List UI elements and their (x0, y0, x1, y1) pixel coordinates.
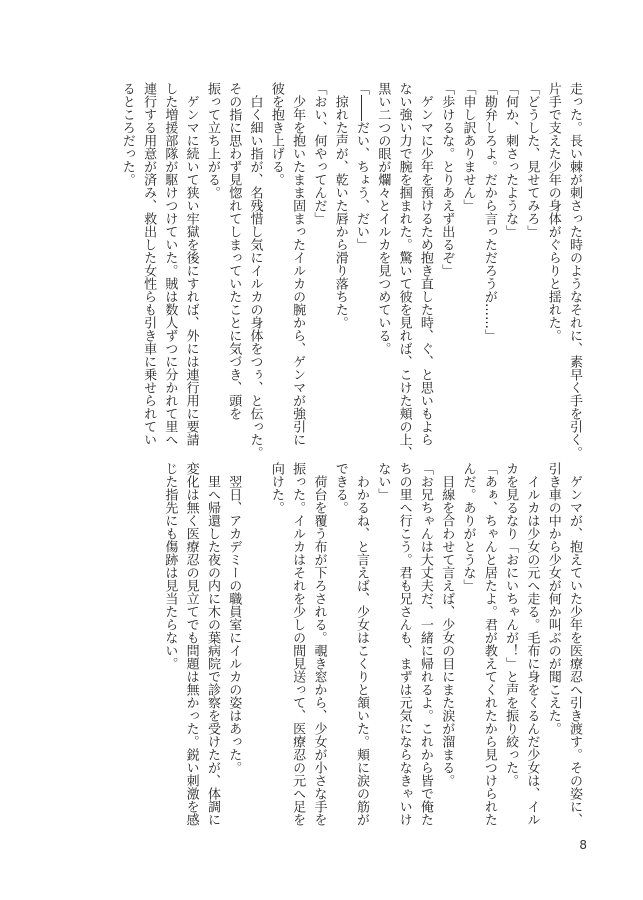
text-line: できる。 (332, 462, 348, 514)
text-line: 振って立ち上がる。 (204, 82, 220, 199)
text-line: ゲンマに続いて狭い牢獄を後にすれば、外には連行用に要請 (183, 82, 199, 446)
text-line: 「おい、何やってんだ」 (311, 82, 327, 225)
text-line (244, 462, 265, 807)
text-line: 変化は無く医療忍の見立てでも問題は無かった。鋭い刺激を感 (183, 462, 199, 826)
text-line: 片手で支えた少年の身体がぐらりと揺れた。 (545, 82, 561, 342)
text-line: した増援部隊が駆けつけていた。賊は数人ずつに分かれて里へ (162, 82, 178, 446)
text-line: 掠れた声が、乾いた唇から滑り落ちた。 (332, 82, 348, 329)
text-line: るところだった。 (119, 82, 135, 186)
text-line: ない」 (375, 462, 391, 501)
text-line: 「申し訳ありません」 (460, 82, 476, 212)
text-line: 「勘弁しろよ。だから言っただろうが……」 (481, 82, 497, 342)
text-line: ゲンマが、抱えていた少年を医療忍へ引き渡す。その姿に、 (567, 462, 582, 826)
text-line: 「――だい、ちょう、だい」 (354, 82, 370, 251)
page-number: 8 (579, 838, 587, 852)
text-line: その指に思わず見惚れてしまっていたことに気づき、頭を (226, 82, 242, 420)
text-line: 振った。イルカはそれを少しの間見送って、医療忍の元へ足を (290, 462, 306, 826)
text-line: ない強い力で腕を掴まれた。驚いて彼を見れば、こけた頬の上、 (396, 82, 412, 459)
lower-text-block (115, 462, 585, 826)
text-line: 引き車の中から少女が何か叫ぶのが聞こえた。 (545, 462, 561, 735)
text-line: じた指先にも傷跡は見当たらない。 (162, 462, 178, 670)
text-line: 「お兄ちゃんは大丈夫だ、一緒に帰れるよ。これから皆で俺た (417, 462, 433, 826)
text-line: 白く細い指が、名残惜し気にイルカの身体をつぅ、と伝った。 (247, 82, 263, 459)
text-line: 荷台を覆う布が下ろされる。覗き窓から、少女が小さな手を (311, 462, 327, 826)
text-line: ゲンマに少年を預けるため抱き直した時、ぐ、と思いもよら (417, 82, 433, 446)
text-line: 連行する用意が済み、救出した女性らも引き車に乗せられてい (141, 82, 157, 446)
text-line: 「どうした、見せてみろ」 (524, 82, 540, 238)
text-line: カを見るなり「おにいちゃんが！」と声を振り絞った。 (503, 462, 519, 787)
text-line: 「歩けるな。とりあえず出るぞ」 (439, 82, 455, 277)
text-line: 里へ帰還した夜の内に木の葉病院で診察を受けたが、体調に (204, 462, 220, 826)
text-line: 「何か、刺さったような」 (503, 82, 519, 238)
text-line: わかるね、と言えば、少女はこくりと頷いた。頬に涙の筋が (354, 462, 370, 826)
text-line: 黒い二つの眼が爛々とイルカを見つめている。 (375, 82, 391, 355)
text-line: 向けた。 (268, 462, 284, 514)
text-line: 少年を抱いたまま固まったイルカの腕から、ゲンマが強引に (290, 82, 306, 446)
text-line: 走った。長い棘が刺さった時のようなそれに、素早く手を引く。 (567, 82, 582, 459)
text-line: 目線を合わせて言えば、少女の目にまた涙が溜まる。 (439, 462, 455, 787)
text-line: 彼を抱き上げる。 (268, 82, 284, 186)
text-line: 翌日、アカデミーの職員室にイルカの姿はあった。 (226, 462, 242, 774)
text-line: ちの里へ行こう。君も兄さんも、まずは元気にならなきゃいけ (396, 462, 412, 826)
upper-text-block (115, 82, 585, 459)
text-line: んだ。ありがとうな」 (460, 462, 476, 592)
text-line: イルカは少女の元へ走る。毛布に身をくるんだ少女は、イル (524, 462, 540, 826)
text-line: 「あぁ、ちゃんと居たよ。君が教えてくれたから見つけられた (481, 462, 497, 826)
